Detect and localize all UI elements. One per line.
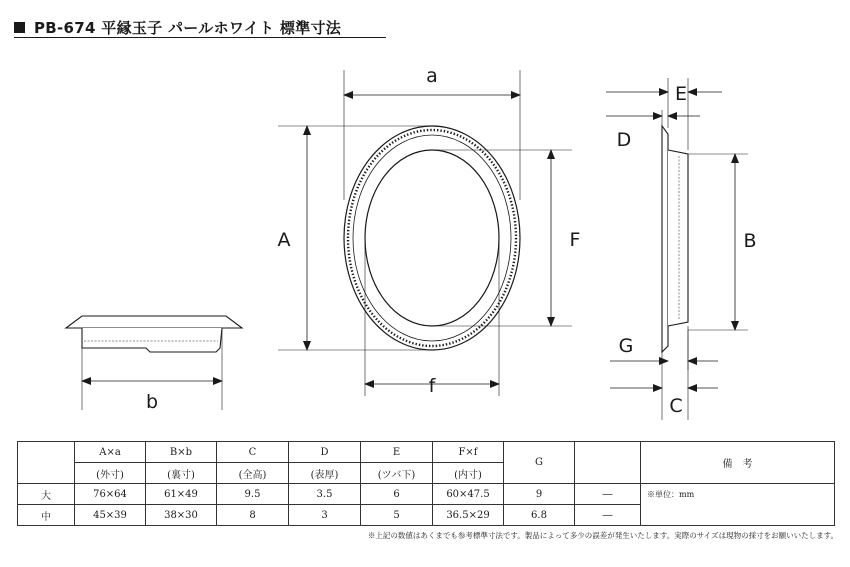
label-f: f [428, 375, 436, 397]
row-size-medium: 中 [18, 505, 75, 526]
table-row [18, 484, 835, 505]
label-a: a [426, 65, 438, 87]
cell-D: 3 [289, 505, 361, 526]
subheader-E: (ツバ下) [361, 463, 433, 484]
profile-view-bottom [66, 316, 242, 413]
cell-C: 9.5 [217, 484, 289, 505]
header-remarks: 備 考 [641, 442, 835, 484]
inner-opening [365, 150, 499, 326]
subheader-D: (表厚) [289, 463, 361, 484]
header-A-a: A×a [75, 442, 146, 463]
header-C: C [217, 442, 289, 463]
label-G: G [618, 335, 634, 357]
label-b: b [145, 391, 159, 413]
subheader-F-f: (内寸) [433, 463, 504, 484]
remarks-note: ※単位：mm [641, 484, 835, 526]
table-header-row [18, 442, 835, 463]
cell-extra: ― [575, 505, 641, 526]
cell-B-b: 61×49 [146, 484, 217, 505]
page-title-text: PB-674 平縁玉子 パールホワイト 標準寸法 [34, 19, 342, 37]
cell-G: 6.8 [504, 505, 575, 526]
subheader-A-a: (外寸) [75, 463, 146, 484]
row-size-large: 大 [18, 484, 75, 505]
cell-E: 6 [361, 484, 433, 505]
header-F-f: F×f [433, 442, 504, 463]
cell-A-a: 45×39 [75, 505, 146, 526]
header-cell-blank [18, 442, 75, 484]
label-C: C [669, 395, 683, 417]
cell-F-f: 36.5×29 [433, 505, 504, 526]
cell-G: 9 [504, 484, 575, 505]
cell-A-a: 76×64 [75, 484, 146, 505]
label-A: A [277, 229, 291, 251]
header-G: G [504, 442, 575, 484]
profile-view-side [606, 78, 757, 420]
cell-extra: ― [575, 484, 641, 505]
dimension-table [17, 441, 835, 526]
label-B: B [743, 230, 757, 252]
header-B-b: B×b [146, 442, 217, 463]
cell-E: 5 [361, 505, 433, 526]
label-D: D [616, 129, 632, 151]
footnote: ※上記の数値はあくまでも参考標準寸法です。製品によって多少の誤差が発生いたします。実際のサイズは現物の採寸をお願いいたします。 [367, 531, 838, 540]
label-F: F [569, 229, 581, 251]
subheader-B-b: (裏寸) [146, 463, 217, 484]
header-E: E [361, 442, 433, 463]
cell-B-b: 38×30 [146, 505, 217, 526]
cell-D: 3.5 [289, 484, 361, 505]
front-view [278, 65, 581, 397]
header-D: D [289, 442, 361, 463]
cell-C: 8 [217, 505, 289, 526]
label-E: E [674, 83, 688, 105]
header-blank-2 [575, 442, 641, 484]
subheader-C: (全高) [217, 463, 289, 484]
cell-F-f: 60×47.5 [433, 484, 504, 505]
